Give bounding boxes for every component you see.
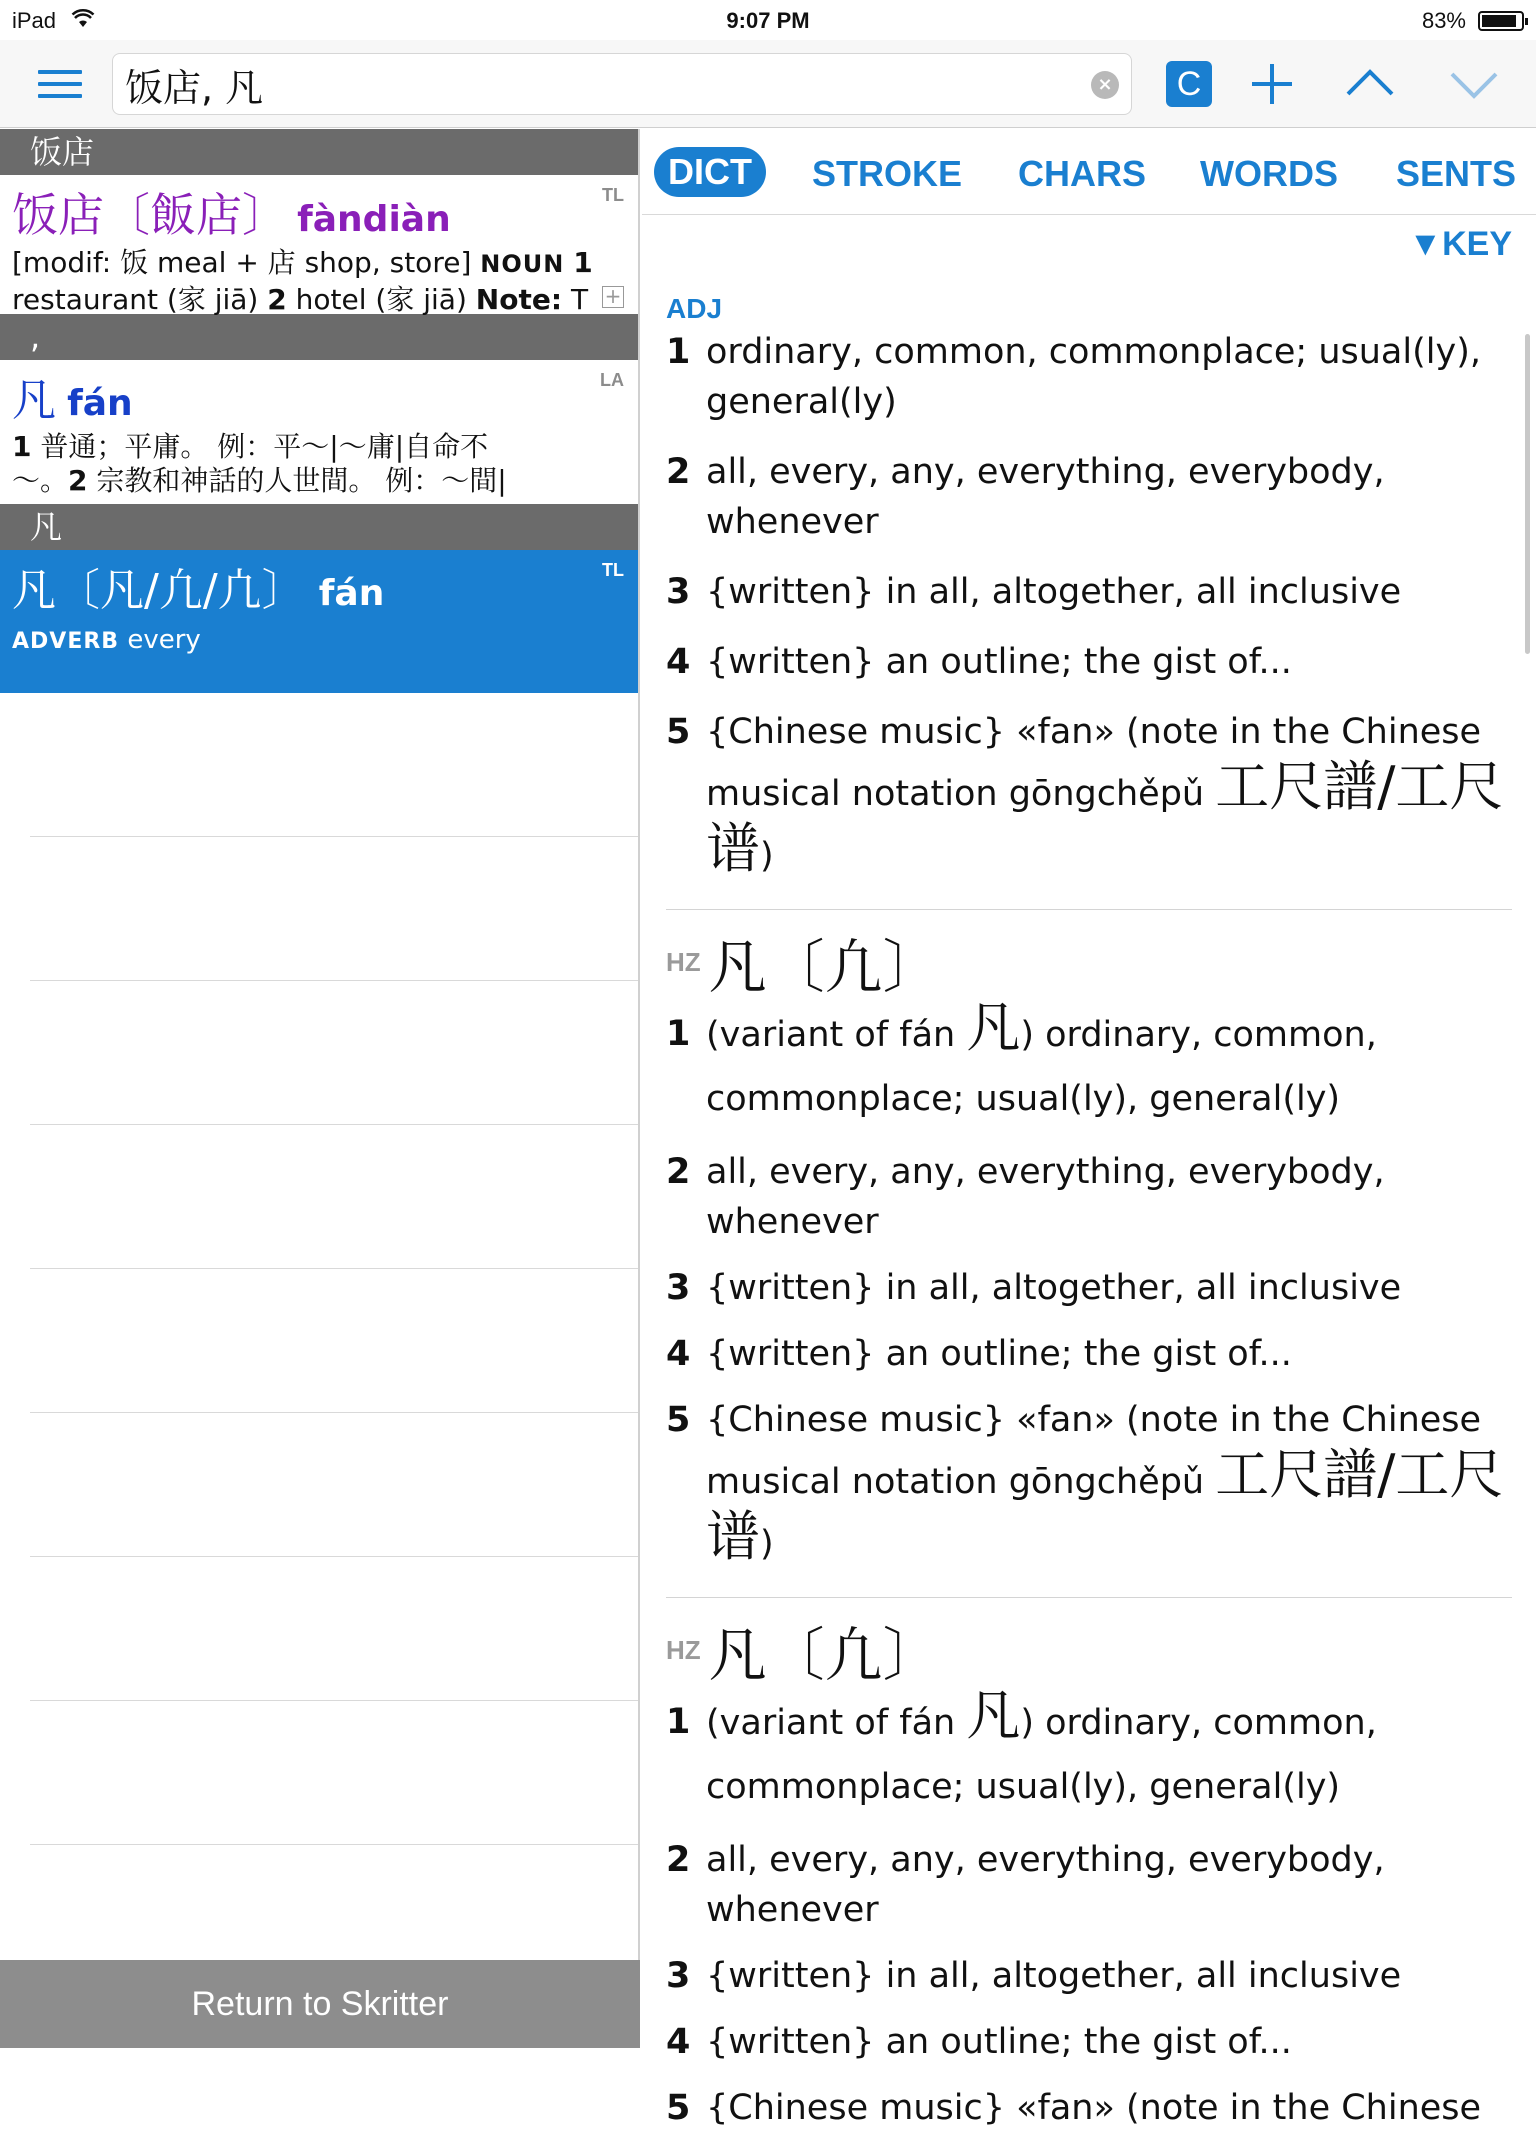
entry-pinyin: fán (67, 383, 133, 424)
dict-tag: LA (600, 370, 624, 390)
section-header: 凡 (0, 504, 638, 550)
sense-item: 5 {Chinese music} «fan» (note in the Chinese (666, 2088, 1482, 2128)
section-header: 饭店 (0, 129, 638, 175)
tab-words[interactable]: WORDS (1200, 153, 1338, 194)
result-entry-fandian[interactable] (0, 175, 638, 314)
list-item (30, 981, 638, 1125)
hz-title (666, 1614, 1512, 1689)
device-label: iPad (12, 8, 57, 33)
entry-hanzi: 凡 (12, 565, 56, 616)
sense-item: 1 ordinary, common, commonplace; usual(ly), general(ly) (666, 332, 1481, 422)
entry-definition-line1: [modif: 饭 meal + 店 shop, store] NOUN 1 (12, 246, 593, 279)
sense-item: 2 all, every, any, everything, everybody, whenever (666, 1152, 1385, 1242)
definition-content (666, 289, 1512, 2149)
battery-percent: 83% (1421, 8, 1466, 33)
detail-panel (642, 129, 1536, 2128)
entry-traditional: 〔凡/凢/凣〕 (56, 565, 306, 616)
result-entry-fan-selected[interactable] (0, 550, 638, 693)
clock: 9:07 PM (726, 8, 810, 33)
clear-search-icon[interactable]: × (1091, 71, 1119, 99)
sense-item: 3 {written} in all, altogether, all inclusive (666, 572, 1402, 612)
dict-tag: TL (602, 185, 624, 205)
hz-title (666, 926, 1512, 1001)
add-icon[interactable] (1242, 56, 1302, 112)
sense-item: 5 {Chinese music} «fan» (note in the Chinese musical notation gōngchěpǔ 工尺譜/工尺谱) (666, 1400, 1504, 1568)
entry-definition-line2: restaurant (家 jiā) 2 hotel (家 jiā) Note: T (12, 283, 589, 316)
empty-list-rows (0, 693, 638, 1989)
entry-pinyin: fàndiàn (297, 199, 451, 240)
entry-hanzi: 凡 (12, 375, 56, 426)
search-box[interactable] (112, 53, 1132, 115)
sense-item: 2 all, every, any, everything, everybody, whenever (666, 452, 1385, 542)
section-header: , (0, 314, 638, 360)
list-item (30, 1413, 638, 1557)
sense-item: 5 {Chinese music} «fan» (note in the Chinese musical notation gōngchěpǔ 工尺譜/工尺谱) (666, 712, 1504, 880)
chevron-up-icon[interactable] (1340, 56, 1400, 112)
entry-hanzi: 饭店 (12, 188, 104, 242)
status-bar (0, 0, 1536, 40)
dict-tag: TL (602, 560, 624, 580)
sense-item: 1 (variant of fán 凡) ordinary, common, commonplace; usual(ly), general(ly) (666, 1684, 1377, 1807)
toolbar (0, 40, 1536, 128)
list-item (30, 837, 638, 981)
result-entry-fan-la[interactable] (0, 360, 638, 504)
scrollbar[interactable] (1525, 334, 1530, 654)
hz-block (666, 1597, 1512, 2133)
detail-tabs (642, 129, 1536, 215)
return-to-skritter-button[interactable]: Return to Skritter (0, 1960, 640, 2048)
hamburger-menu-icon[interactable] (38, 70, 82, 102)
sense-list (666, 327, 1512, 881)
entry-definition-line1: 1 普通；平庸。 例：平～|～庸|自命不 (12, 430, 489, 463)
sense-item: 3 {written} in all, altogether, all inclusive (666, 1268, 1402, 1308)
sense-item: 4 {written} an outline; the gist of... (666, 642, 1292, 682)
tab-sents[interactable]: SENTS (1396, 153, 1517, 194)
results-list (0, 129, 640, 2048)
chevron-down-icon[interactable] (1444, 56, 1504, 112)
hz-label: HZ (666, 1634, 701, 1665)
sense-item: 3 {written} in all, altogether, all inclusive (666, 1956, 1402, 1996)
c-button[interactable]: C (1166, 61, 1212, 107)
key-toggle[interactable]: ▼KEY (1408, 225, 1512, 263)
hz-character: 凡〔凢〕 (708, 1621, 941, 1689)
hz-block (666, 909, 1512, 1569)
sense-item: 4 {written} an outline; the gist of... (666, 2022, 1292, 2062)
list-item (30, 1269, 638, 1413)
list-item (30, 1125, 638, 1269)
sense-list (666, 998, 1512, 1569)
list-item (30, 693, 638, 837)
sense-item: 4 {written} an outline; the gist of... (666, 1334, 1292, 1374)
sense-list (666, 1686, 1512, 2133)
list-item (30, 1701, 638, 1845)
battery-icon (1478, 11, 1524, 31)
list-item (30, 1557, 638, 1701)
sense-item: 2 all, every, any, everything, everybody, whenever (666, 1840, 1385, 1930)
hz-character: 凡〔凢〕 (708, 933, 941, 1001)
entry-definition-line2: ～。2 宗教和神話的人世間。 例：～間| (12, 464, 507, 497)
tab-stroke[interactable]: STROKE (812, 153, 963, 194)
hz-label: HZ (666, 946, 701, 977)
sense-item: 1 (variant of fán 凡) ordinary, common, commonplace; usual(ly), general(ly) (666, 996, 1377, 1119)
entry-pinyin: fán (318, 573, 385, 614)
entry-traditional: 〔飯店〕 (104, 188, 288, 242)
pos-label: ADJ (666, 293, 723, 324)
tab-chars[interactable]: CHARS (1018, 153, 1147, 194)
search-input[interactable] (125, 60, 1025, 108)
entry-definition: ADVERB every (12, 625, 201, 655)
tab-dict[interactable]: DICT (654, 147, 766, 197)
expand-icon[interactable]: + (602, 286, 624, 308)
